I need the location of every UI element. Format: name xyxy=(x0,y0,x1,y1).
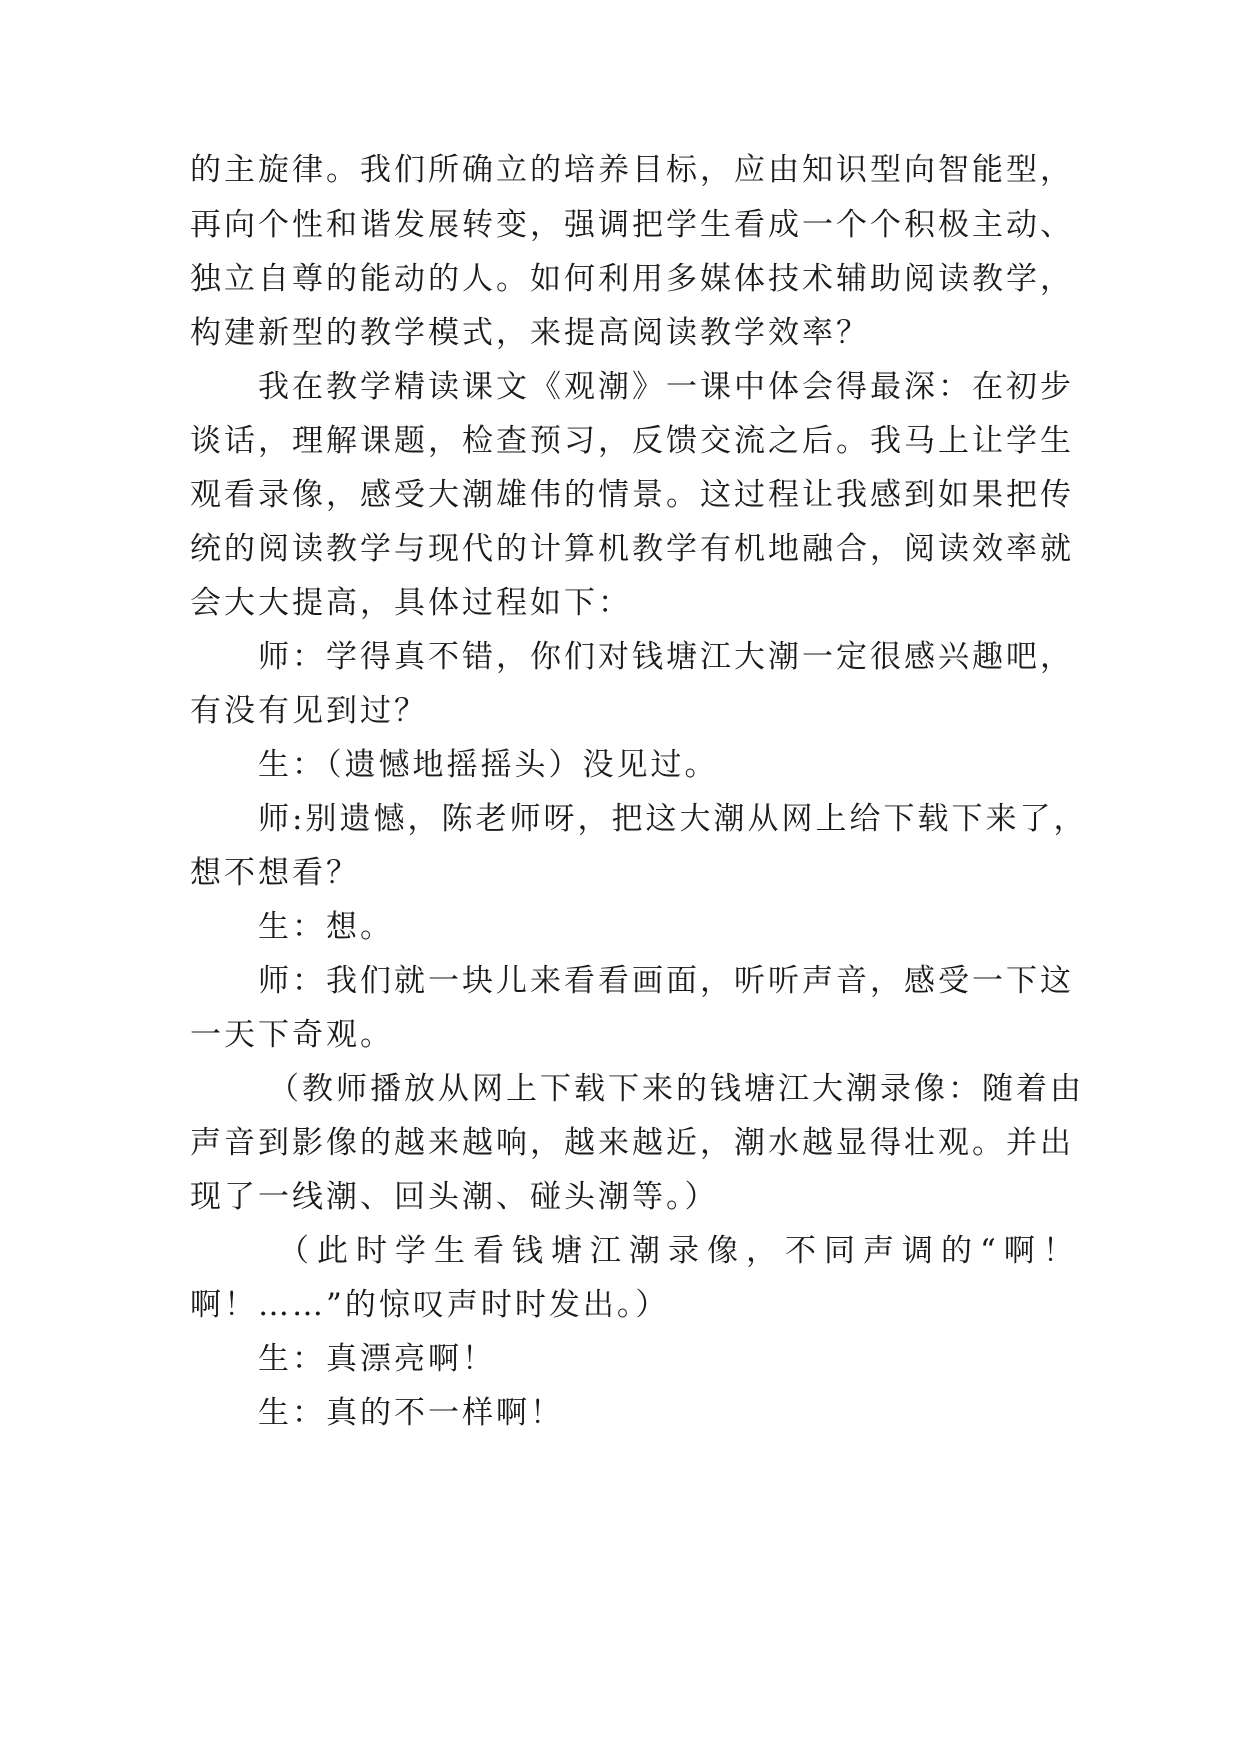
stage-direction-line: 声音到影像的越来越响，越来越近，潮水越显得壮观。并出 xyxy=(190,1125,1074,1161)
paragraph-line: 构建新型的教学模式，来提高阅读教学效率？ xyxy=(190,315,870,351)
paragraph-line: 统的阅读教学与现代的计算机教学有机地融合，阅读效率就 xyxy=(190,531,1074,567)
paragraph-line: 观看录像，感受大潮雄伟的情景。这过程让我感到如果把传 xyxy=(190,477,1074,513)
dialogue-line: 师：我们就一块儿来看看画面，听听声音，感受一下这 xyxy=(258,963,1074,999)
dialogue-line: 一天下奇观。 xyxy=(190,1017,394,1053)
dialogue-line: 师:别遗憾，陈老师呀，把这大潮从网上给下载下来了， xyxy=(258,801,1088,837)
paragraph-line: 再向个性和谐发展转变，强调把学生看成一个个积极主动、 xyxy=(190,207,1074,243)
dialogue-line: 生：真漂亮啊！ xyxy=(258,1341,496,1377)
stage-direction-line: （此时学生看钱塘江潮录像，不同声调的“啊！ xyxy=(278,1233,1082,1269)
dialogue-line: 生：真的不一样啊！ xyxy=(258,1395,564,1431)
dialogue-line: 有没有见到过？ xyxy=(190,693,428,729)
paragraph-line: 会大大提高，具体过程如下： xyxy=(190,585,632,621)
paragraph-line: 谈话，理解课题，检查预习，反馈交流之后。我马上让学生 xyxy=(190,423,1074,459)
dialogue-line: 师：学得真不错，你们对钱塘江大潮一定很感兴趣吧， xyxy=(258,639,1074,675)
paragraph-line: 的主旋律。我们所确立的培养目标，应由知识型向智能型， xyxy=(190,152,1074,188)
dialogue-line: 生：想。 xyxy=(258,909,394,945)
stage-direction-line: 啊！……”的惊叹声时时发出。） xyxy=(190,1287,670,1323)
stage-direction-line: （教师播放从网上下载下来的钱塘江大潮录像：随着由 xyxy=(268,1071,1084,1107)
paragraph-line: 独立自尊的能动的人。如何利用多媒体技术辅助阅读教学， xyxy=(190,261,1074,297)
dialogue-line: 生：（遗憾地摇摇头）没见过。 xyxy=(258,747,719,783)
paragraph-line: 我在教学精读课文《观潮》一课中体会得最深：在初步 xyxy=(258,369,1074,405)
stage-direction-line: 现了一线潮、回头潮、碰头潮等。） xyxy=(190,1179,719,1215)
dialogue-line: 想不想看？ xyxy=(190,855,360,891)
